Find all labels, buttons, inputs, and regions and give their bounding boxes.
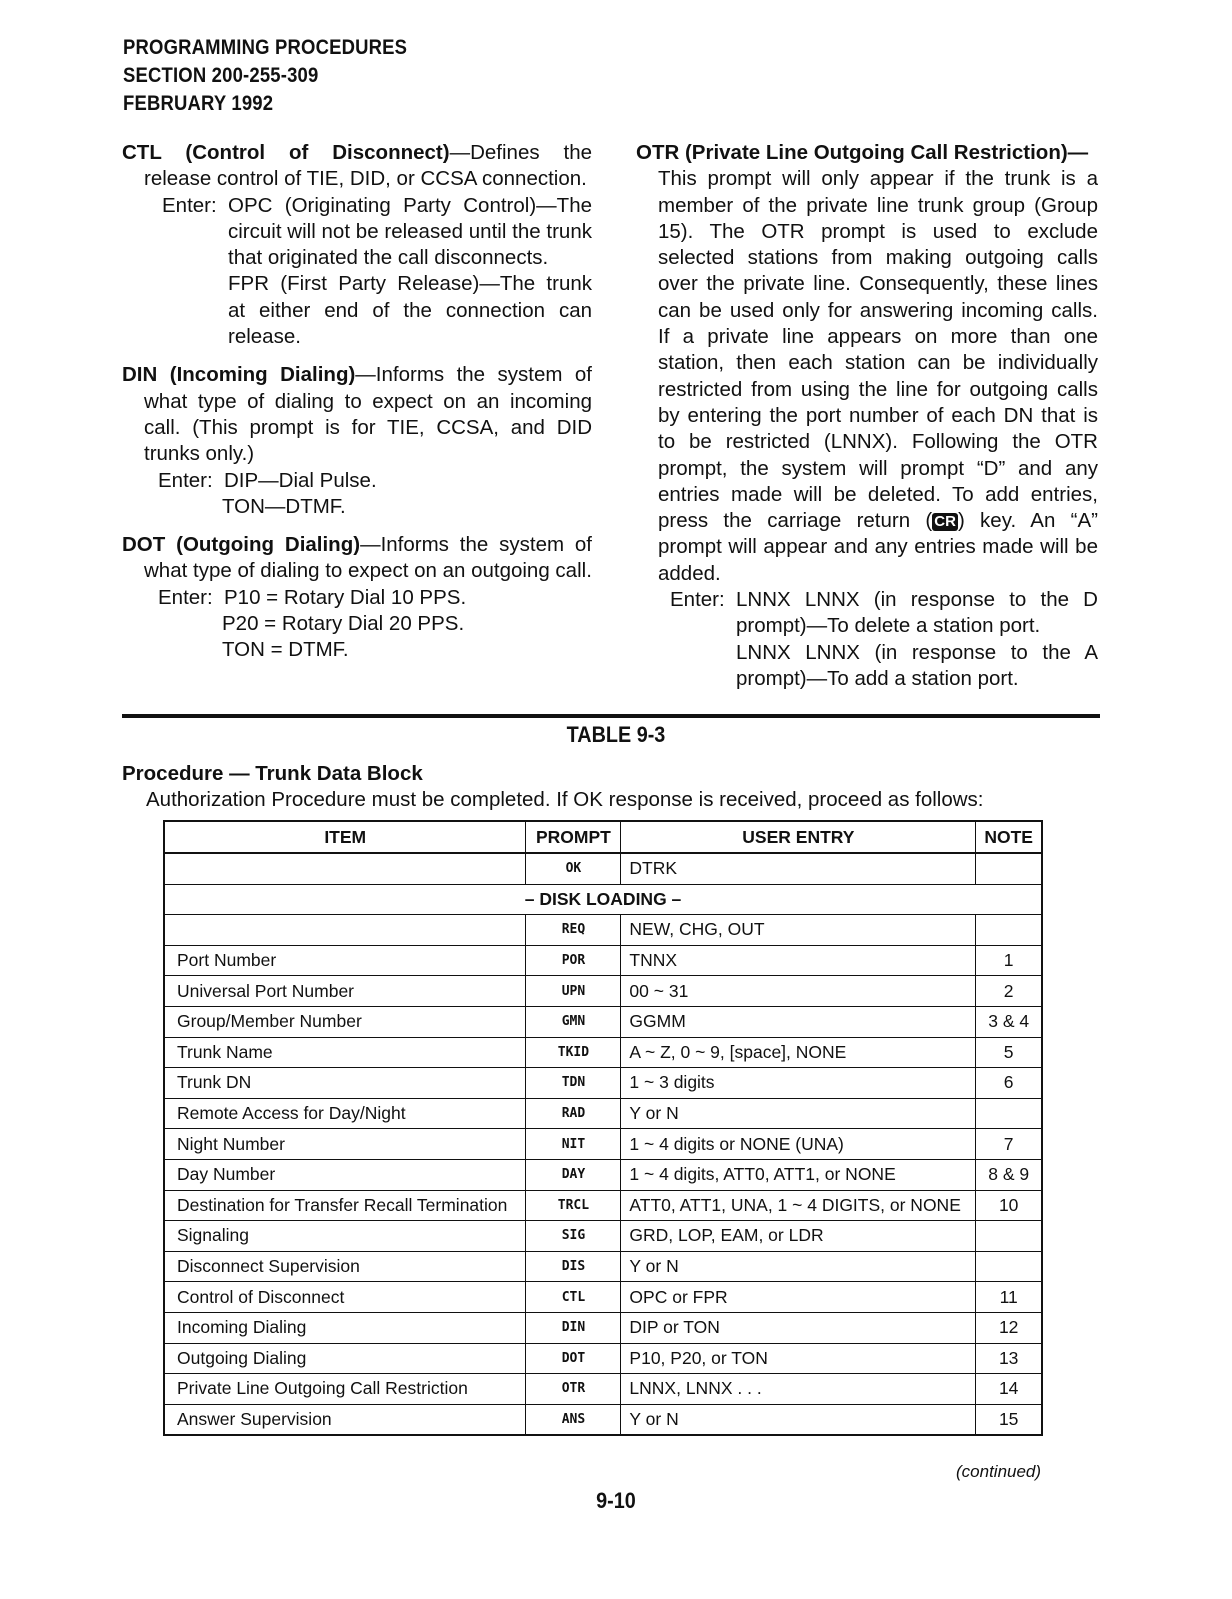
cell-item: Day Number	[164, 1159, 526, 1190]
cell-prompt: DIS	[526, 1251, 621, 1282]
cell-note: 15	[976, 1404, 1042, 1435]
cell-prompt: OK	[526, 853, 621, 884]
procedure-title: Procedure — Trunk Data Block	[122, 762, 423, 785]
cell-item: Destination for Transfer Recall Termination	[164, 1190, 526, 1221]
cell-entry: 1 ~ 4 digits, ATT0, ATT1, or NONE	[621, 1159, 976, 1190]
cell-item: Universal Port Number	[164, 976, 526, 1007]
cell-prompt: POR	[526, 945, 621, 976]
cell-prompt: DOT	[526, 1343, 621, 1374]
table-row	[164, 1343, 1042, 1374]
cell-prompt: DAY	[526, 1159, 621, 1190]
cell-note	[976, 1098, 1042, 1129]
header-title: PROGRAMMING PROCEDURES	[123, 36, 408, 59]
otr-body-part2: ) key. An “A” prompt will appear and any entries made will be added.	[658, 509, 1098, 585]
cell-item: Remote Access for Day/Night	[164, 1098, 526, 1129]
cell-item: Trunk DN	[164, 1068, 526, 1099]
table-section-row	[164, 884, 1042, 915]
cell-item: Signaling	[164, 1221, 526, 1252]
column-header-item: ITEM	[164, 821, 526, 853]
header-date: FEBRUARY 1992	[123, 92, 274, 115]
header-section: SECTION 200-255-309	[123, 64, 319, 87]
cell-note: 14	[976, 1374, 1042, 1405]
cell-prompt: TRCL	[526, 1190, 621, 1221]
column-header-note: NOTE	[976, 821, 1042, 853]
authorization-text: Authorization Procedure must be completed. If OK response is received, proceed as follows:	[146, 788, 984, 811]
table-row	[164, 976, 1042, 1007]
cell-item: Night Number	[164, 1129, 526, 1160]
cr-key-icon: CR	[934, 513, 956, 531]
cell-entry: Y or N	[621, 1251, 976, 1282]
table-title: TABLE 9-3	[566, 722, 666, 747]
cell-prompt: NIT	[526, 1129, 621, 1160]
table-row	[164, 1098, 1042, 1129]
cell-entry: 00 ~ 31	[621, 976, 976, 1007]
ctl-title: CTL (Control of Disconnect)	[122, 141, 450, 164]
cell-note: 5	[976, 1037, 1042, 1068]
cell-entry: Y or N	[621, 1098, 976, 1129]
cell-prompt: RAD	[526, 1098, 621, 1129]
ctl-entry	[122, 140, 592, 350]
cell-item: Private Line Outgoing Call Restriction	[164, 1374, 526, 1405]
cell-note	[976, 915, 1042, 946]
cell-prompt: SIG	[526, 1221, 621, 1252]
cell-prompt: TKID	[526, 1037, 621, 1068]
otr-option-delete: LNNX LNNX (in response to the D prompt)—To delete a station port.	[736, 588, 1098, 638]
table-row	[164, 1404, 1042, 1435]
ctl-option-opc: OPC (Originating Party Control)—The circuit will not be released until the trunk that originated the call disconnects.	[228, 193, 592, 270]
cell-item: Group/Member Number	[164, 1006, 526, 1037]
cell-prompt: CTL	[526, 1282, 621, 1313]
table-header-row	[164, 821, 1042, 853]
cell-entry: ATT0, ATT1, UNA, 1 ~ 4 DIGITS, or NONE	[621, 1190, 976, 1221]
cell-note	[976, 853, 1042, 884]
cell-note: 8 & 9	[976, 1159, 1042, 1190]
din-entry	[122, 362, 592, 520]
table-divider-rule	[122, 714, 1100, 718]
table-row	[164, 945, 1042, 976]
cell-note	[976, 1251, 1042, 1282]
cell-prompt: UPN	[526, 976, 621, 1007]
cell-entry: P10, P20, or TON	[621, 1343, 976, 1374]
cell-entry: TNNX	[621, 945, 976, 976]
din-title: DIN (Incoming Dialing)	[122, 363, 356, 387]
cell-item	[164, 915, 526, 946]
cell-entry: DIP or TON	[621, 1312, 976, 1343]
table-row	[164, 1190, 1042, 1221]
cell-entry: 1 ~ 3 digits	[621, 1068, 976, 1099]
otr-body-part1: This prompt will only appear if the trunk is a member of the private line trunk group (Group 15). The OTR prompt is used to exclude selected stations from making outgoing calls over the private line. Consequently, these lines can be used only for answering incoming calls. If a private line appears on more than one station, then each station can be individually restricted from using the line for outgoing calls by entering the port number of each DN that is to be restricted (LNNX). Following the OTR prompt, the system will prompt “D” and any entries made will be deleted. To add entries, press the carriage return (	[658, 167, 1098, 533]
cell-item	[164, 853, 526, 884]
cell-entry: LNNX, LNNX . . .	[621, 1374, 976, 1405]
cell-prompt: OTR	[526, 1374, 621, 1405]
table-body	[164, 915, 1042, 1436]
table-row	[164, 1282, 1042, 1313]
cell-note	[976, 1221, 1042, 1252]
din-option-ton: TON—DTMF.	[222, 494, 346, 518]
dot-intro: —Informs the system of what type of dialing to expect on an outgoing call.	[144, 533, 593, 583]
cell-note: 10	[976, 1190, 1042, 1221]
dot-option-ton: TON = DTMF.	[222, 638, 349, 662]
table-row	[164, 1068, 1042, 1099]
cell-entry: A ~ Z, 0 ~ 9, [space], NONE	[621, 1037, 976, 1068]
cell-prompt: DIN	[526, 1312, 621, 1343]
table-row-ok	[164, 853, 1042, 884]
din-enter-label: Enter:	[158, 468, 213, 492]
cell-entry: 1 ~ 4 digits or NONE (UNA)	[621, 1129, 976, 1160]
column-header-prompt: PROMPT	[526, 821, 621, 853]
table-row	[164, 1221, 1042, 1252]
table-row	[164, 1159, 1042, 1190]
table-row	[164, 1374, 1042, 1405]
table-row	[164, 1037, 1042, 1068]
ctl-enter-label: Enter:	[162, 193, 217, 217]
column-header-user-entry: USER ENTRY	[621, 821, 976, 853]
cell-note: 11	[976, 1282, 1042, 1313]
cell-item: Trunk Name	[164, 1037, 526, 1068]
cell-item: Port Number	[164, 945, 526, 976]
cell-prompt: TDN	[526, 1068, 621, 1099]
cell-prompt: REQ	[526, 915, 621, 946]
cell-prompt: GMN	[526, 1006, 621, 1037]
continued-label: (continued)	[956, 1462, 1042, 1481]
cell-note: 13	[976, 1343, 1042, 1374]
cell-item: Incoming Dialing	[164, 1312, 526, 1343]
page-number: 9-10	[596, 1488, 636, 1513]
dot-entry	[122, 532, 592, 663]
table-row	[164, 1312, 1042, 1343]
cell-entry: DTRK	[621, 853, 976, 884]
cell-item: Answer Supervision	[164, 1404, 526, 1435]
ctl-option-fpr: FPR (First Party Release)—The trunk at either end of the connection can release.	[228, 272, 592, 349]
cell-entry: Y or N	[621, 1404, 976, 1435]
cell-item: Disconnect Supervision	[164, 1251, 526, 1282]
table-row	[164, 1006, 1042, 1037]
trunk-data-block-table	[163, 820, 1043, 1436]
disk-loading-label: – DISK LOADING –	[164, 884, 1042, 915]
ctl-intro: —Defines the release control of TIE, DID, or CCSA connection.	[144, 141, 593, 191]
cell-note: 3 & 4	[976, 1006, 1042, 1037]
document-header	[123, 34, 407, 118]
otr-entry	[636, 140, 1098, 692]
cell-note: 1	[976, 945, 1042, 976]
table-row	[164, 915, 1042, 946]
din-option-dip: DIP—Dial Pulse.	[224, 468, 377, 492]
cell-entry: GGMM	[621, 1006, 976, 1037]
otr-enter-label: Enter:	[670, 588, 725, 612]
cell-note: 6	[976, 1068, 1042, 1099]
dot-title: DOT (Outgoing Dialing)	[122, 533, 361, 557]
otr-option-add: LNNX LNNX (in response to the A prompt)—To add a station port.	[736, 640, 1098, 690]
dot-option-p10: P10 = Rotary Dial 10 PPS.	[224, 585, 467, 609]
table-row	[164, 1129, 1042, 1160]
din-intro: —Informs the system of what type of dialing to expect on an incoming call. (This prompt is for TIE, CCSA, and DID trunks only.)	[144, 363, 592, 466]
dot-enter-label: Enter:	[158, 585, 213, 609]
left-column	[122, 140, 592, 674]
cell-entry: NEW, CHG, OUT	[621, 915, 976, 946]
cell-entry: OPC or FPR	[621, 1282, 976, 1313]
cell-prompt: ANS	[526, 1404, 621, 1435]
cell-note: 7	[976, 1129, 1042, 1160]
cell-entry: GRD, LOP, EAM, or LDR	[621, 1221, 976, 1252]
right-column	[636, 140, 1098, 702]
cell-item: Control of Disconnect	[164, 1282, 526, 1313]
cell-note: 2	[976, 976, 1042, 1007]
table-row	[164, 1251, 1042, 1282]
otr-title: OTR (Private Line Outgoing Call Restriction)—	[636, 141, 1089, 164]
cell-item: Outgoing Dialing	[164, 1343, 526, 1374]
dot-option-p20: P20 = Rotary Dial 20 PPS.	[222, 612, 465, 636]
cell-note: 12	[976, 1312, 1042, 1343]
